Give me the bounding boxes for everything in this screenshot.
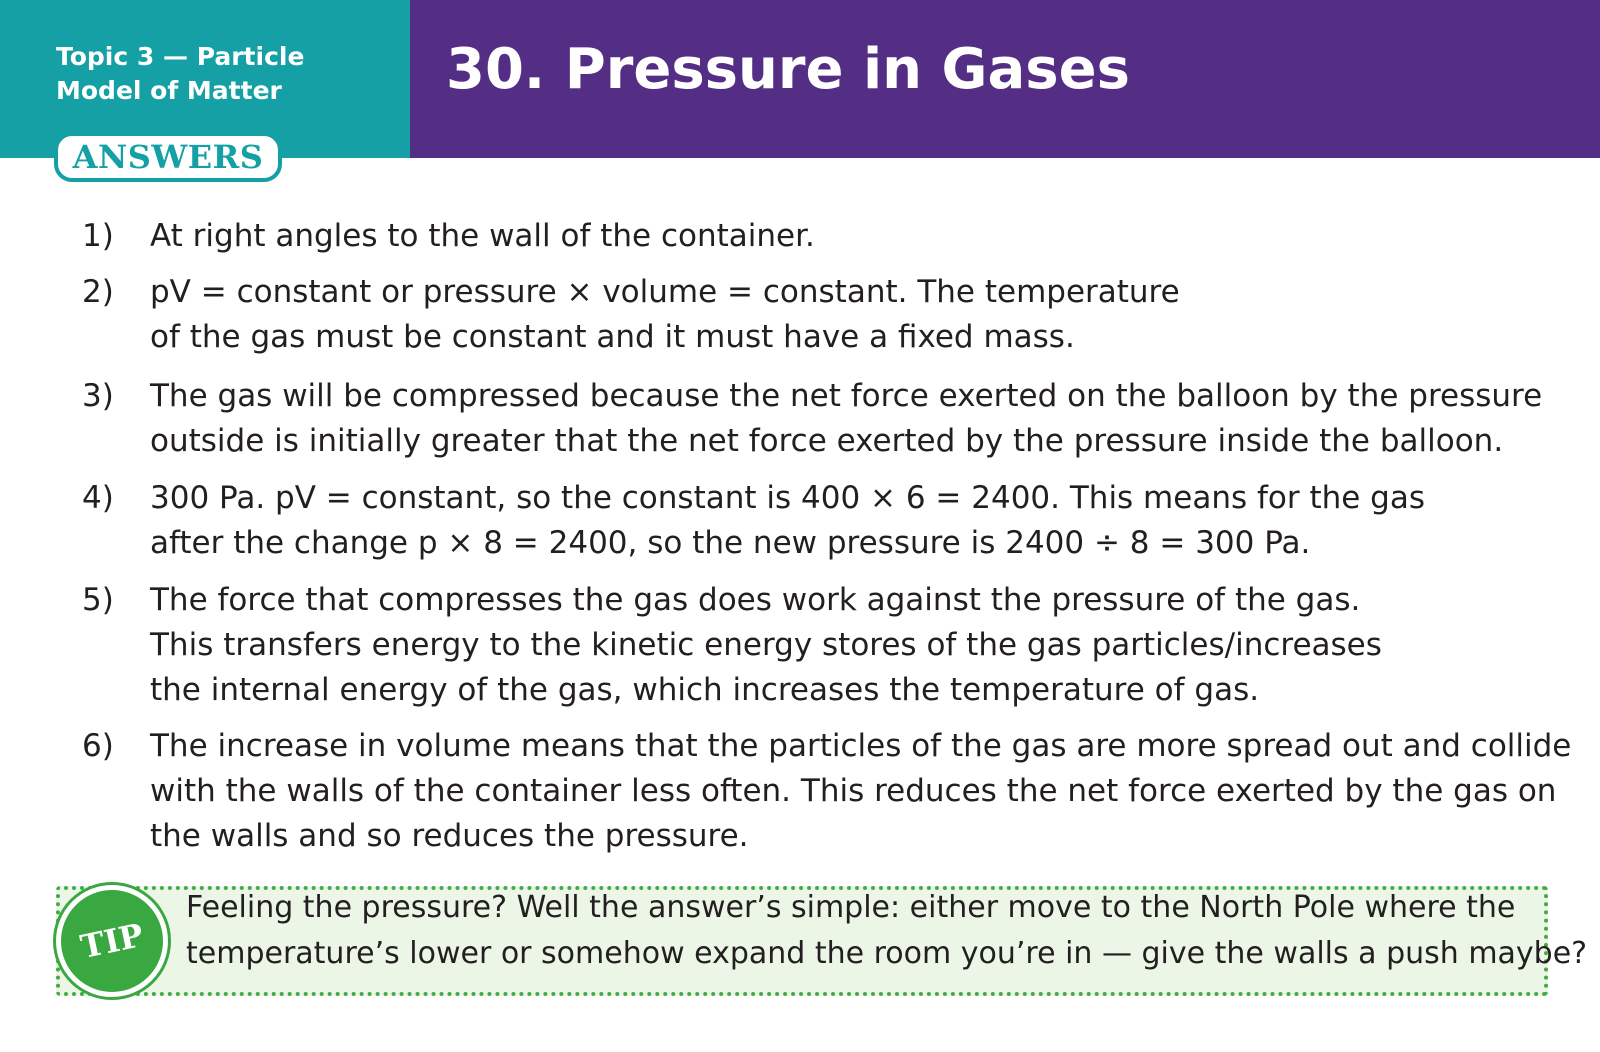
answer-text-line: This transfers energy to the kinetic energy stores of the gas particles/increases (150, 627, 1382, 663)
answer-number: 5) (82, 582, 114, 618)
tip-badge (56, 885, 168, 997)
tip-box (56, 886, 1588, 996)
answer-number: 2) (82, 274, 114, 310)
title-banner (410, 0, 1600, 158)
answer-text-line: The force that compresses the gas does work against the pressure of the gas. (150, 582, 1361, 618)
tip-label: TIP (77, 915, 147, 967)
answer-text-line: of the gas must be constant and it must have a fixed mass. (150, 319, 1075, 355)
answer-number: 4) (82, 480, 114, 516)
topic-label-line-1: Topic 3 — Particle (56, 42, 305, 71)
page-title: 30. Pressure in Gases (446, 37, 1130, 102)
answer-number: 6) (82, 728, 114, 764)
tip-text-line: Feeling the pressure? Well the answer’s simple: either move to the North Pole where the (186, 890, 1516, 925)
answer-text-line: The gas will be compressed because the net force exerted on the balloon by the pressure (150, 378, 1543, 414)
answers-badge: ANSWERS (54, 132, 282, 182)
answer-number: 3) (82, 378, 114, 414)
answer-text-line: At right angles to the wall of the container. (150, 218, 815, 254)
answer-text-line: outside is initially greater that the net force exerted by the pressure inside the balloon. (150, 423, 1504, 459)
answer-number: 1) (82, 218, 114, 254)
tip-text-line: temperature’s lower or somehow expand the room you’re in — give the walls a push maybe? (186, 936, 1588, 971)
answer-text-line: The increase in volume means that the particles of the gas are more spread out and collide (150, 728, 1572, 764)
answer-text-line: 300 Pa. pV = constant, so the constant is 400 × 6 = 2400. This means for the gas (150, 480, 1426, 516)
answer-text-line: after the change p × 8 = 2400, so the new pressure is 2400 ÷ 8 = 300 Pa. (150, 525, 1311, 561)
answer-text-line: pV = constant or pressure × volume = constant. The temperature (150, 274, 1180, 310)
topic-label-line-2: Model of Matter (56, 76, 282, 105)
answer-text-line: the walls and so reduces the pressure. (150, 818, 749, 854)
answer-text-line: the internal energy of the gas, which increases the temperature of gas. (150, 672, 1260, 708)
answer-text-line: with the walls of the container less often. This reduces the net force exerted by the gas on (150, 773, 1557, 809)
